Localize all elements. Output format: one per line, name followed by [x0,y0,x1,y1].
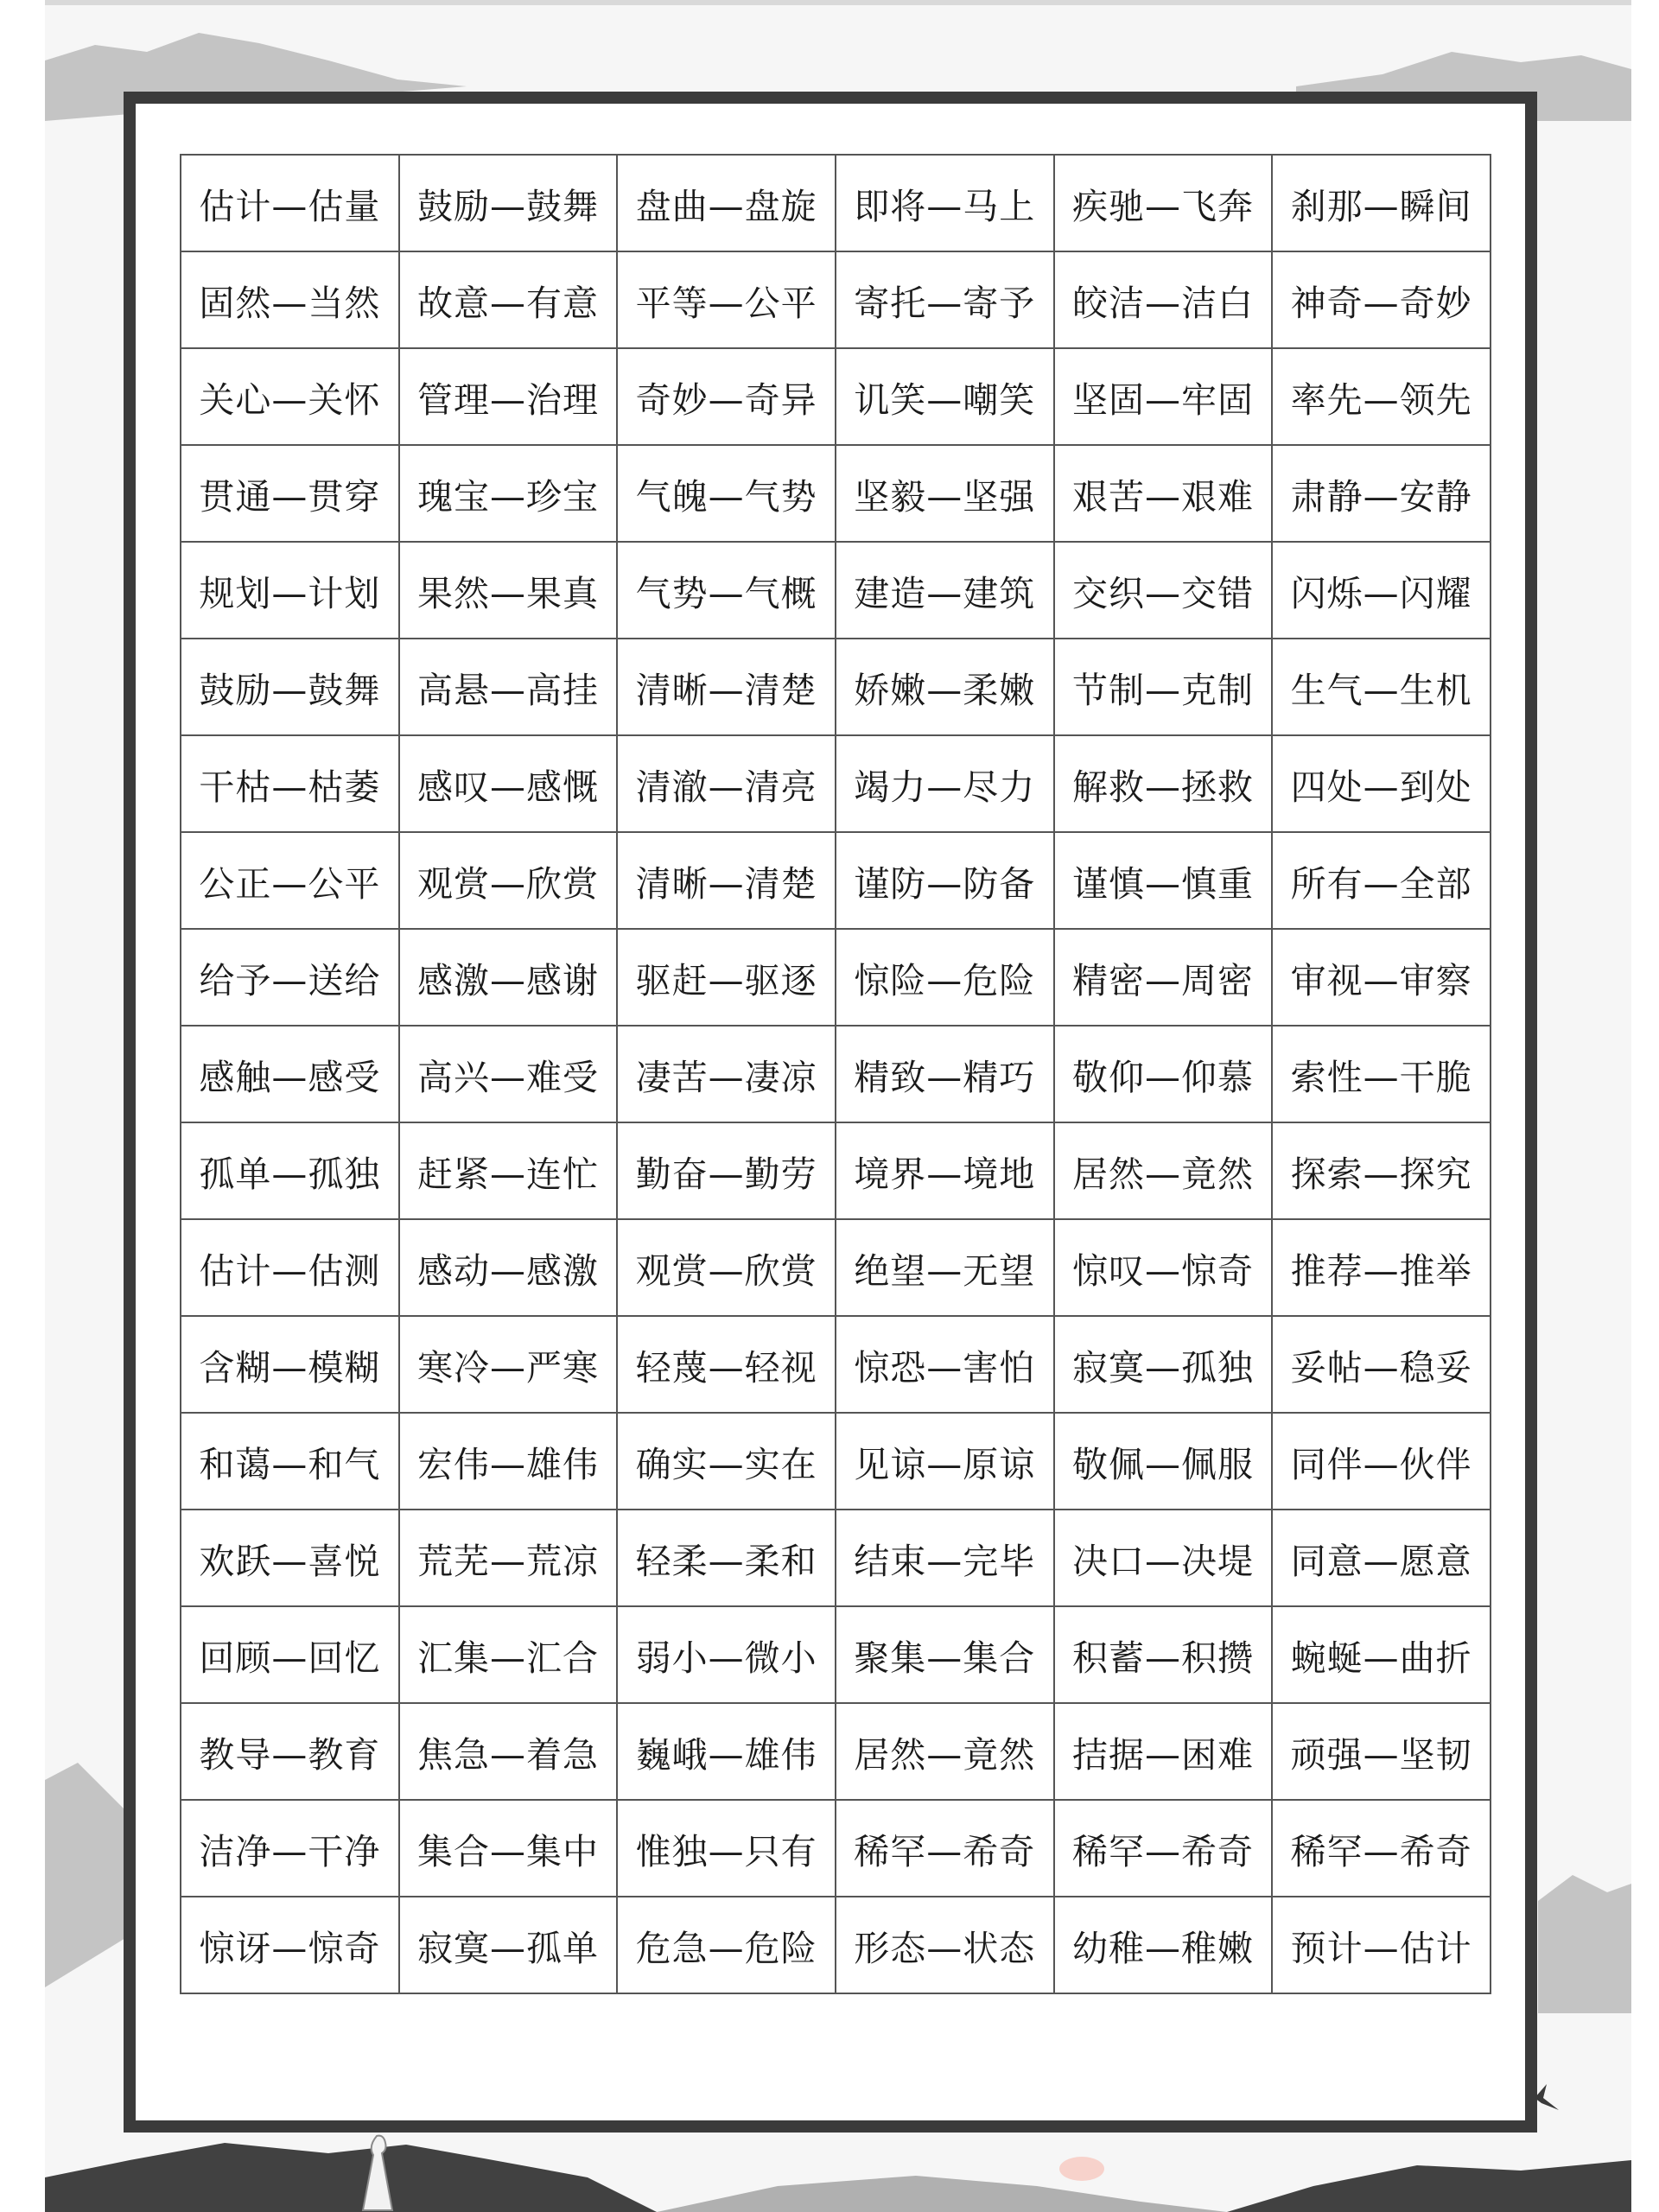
synonym-cell: 固然—当然 [181,251,399,348]
synonym-cell: 高悬—高挂 [399,639,618,735]
synonym-cell: 贯通—贯穿 [181,445,399,542]
synonym-cell: 建造—建筑 [836,542,1054,639]
synonym-cell: 果然—果真 [399,542,618,639]
synonym-cell: 坚毅—坚强 [836,445,1054,542]
synonym-cell: 惊恐—害怕 [836,1316,1054,1413]
synonym-cell: 干枯—枯萎 [181,735,399,832]
synonym-cell: 清晰—清楚 [617,832,836,929]
synonym-cell: 气魄—气势 [617,445,836,542]
synonym-cell: 决口—决堤 [1054,1510,1273,1606]
robed-figure-decoration [354,2134,406,2212]
synonym-cell: 寂寞—孤单 [399,1897,618,1993]
synonym-cell: 清澈—清亮 [617,735,836,832]
synonym-cell: 精密—周密 [1054,929,1273,1026]
synonym-cell: 给予—送给 [181,929,399,1026]
table-row [181,1122,1491,1219]
bottom-left-ridge [45,2143,657,2212]
synonym-cell: 轻蔑—轻视 [617,1316,836,1413]
synonym-cell: 管理—治理 [399,348,618,445]
synonym-cell: 估计—估测 [181,1219,399,1316]
synonym-cell: 惊险—危险 [836,929,1054,1026]
table-row [181,542,1491,639]
synonym-cell: 轻柔—柔和 [617,1510,836,1606]
table-row [181,1510,1491,1606]
table-row [181,1219,1491,1316]
synonym-cell: 公正—公平 [181,832,399,929]
synonym-cell: 居然—竟然 [1054,1122,1273,1219]
synonym-cell: 凄苦—凄凉 [617,1026,836,1122]
synonym-cell: 拮据—困难 [1054,1703,1273,1800]
synonym-cell: 含糊—模糊 [181,1316,399,1413]
table-row [181,251,1491,348]
synonym-cell: 规划—计划 [181,542,399,639]
table-row [181,639,1491,735]
synonym-cell: 稀罕—希奇 [836,1800,1054,1897]
synonym-cell: 关心—关怀 [181,348,399,445]
synonym-cell: 率先—领先 [1272,348,1491,445]
synonym-cell: 汇集—汇合 [399,1606,618,1703]
synonym-cell: 稀罕—希奇 [1054,1800,1273,1897]
synonym-cell: 欢跃—喜悦 [181,1510,399,1606]
synonym-cell: 探索—探究 [1272,1122,1491,1219]
synonym-cell: 讥笑—嘲笑 [836,348,1054,445]
synonym-cell: 荒芜—荒凉 [399,1510,618,1606]
synonym-cell: 观赏—欣赏 [399,832,618,929]
synonym-cell: 竭力—尽力 [836,735,1054,832]
synonym-cell: 巍峨—雄伟 [617,1703,836,1800]
table-row [181,1606,1491,1703]
synonym-cell: 清晰—清楚 [617,639,836,735]
synonym-cell: 疾驰—飞奔 [1054,155,1273,251]
synonym-cell: 境界—境地 [836,1122,1054,1219]
synonym-cell: 谨慎—慎重 [1054,832,1273,929]
table-row [181,1703,1491,1800]
synonym-cell: 寂寞—孤独 [1054,1316,1273,1413]
table-row [181,1316,1491,1413]
synonym-cell: 索性—干脆 [1272,1026,1491,1122]
synonym-cell: 形态—状态 [836,1897,1054,1993]
synonym-cell: 肃静—安静 [1272,445,1491,542]
table-row [181,832,1491,929]
synonym-cell: 闪烁—闪耀 [1272,542,1491,639]
table-row [181,1026,1491,1122]
table-row [181,348,1491,445]
synonym-cell: 回顾—回忆 [181,1606,399,1703]
synonym-cell: 瑰宝—珍宝 [399,445,618,542]
synonym-cell: 即将—马上 [836,155,1054,251]
synonym-cell: 解救—拯救 [1054,735,1273,832]
synonym-cell: 娇嫩—柔嫩 [836,639,1054,735]
synonym-cell: 聚集—集合 [836,1606,1054,1703]
table-row [181,1897,1491,1993]
table-row [181,445,1491,542]
table-row [181,1800,1491,1897]
synonym-cell: 高兴—难受 [399,1026,618,1122]
synonym-cell: 估计—估量 [181,155,399,251]
bottom-right-ridge [1227,2160,1631,2212]
synonym-cell: 感叹—感慨 [399,735,618,832]
synonym-cell: 惊叹—惊奇 [1054,1219,1273,1316]
synonym-cell: 审视—审察 [1272,929,1491,1026]
synonym-cell: 驱赶—驱逐 [617,929,836,1026]
synonym-cell: 绝望—无望 [836,1219,1054,1316]
right-mountain [1538,1875,1631,2013]
synonym-cell: 稀罕—希奇 [1272,1800,1491,1897]
synonym-cell: 鼓励—鼓舞 [399,155,618,251]
synonym-cell: 宏伟—雄伟 [399,1413,618,1510]
synonym-cell: 确实—实在 [617,1413,836,1510]
synonym-cell: 刹那—瞬间 [1272,155,1491,251]
synonym-cell: 感激—感谢 [399,929,618,1026]
synonym-cell: 艰苦—艰难 [1054,445,1273,542]
synonym-cell: 洁净—干净 [181,1800,399,1897]
synonym-cell: 顽强—坚韧 [1272,1703,1491,1800]
synonym-cell: 推荐—推举 [1272,1219,1491,1316]
blossom-decoration [1056,2153,1108,2184]
synonym-cell: 所有—全部 [1272,832,1491,929]
table-row [181,1413,1491,1510]
table-row [181,929,1491,1026]
synonym-cell: 教导—教育 [181,1703,399,1800]
synonym-cell: 弱小—微小 [617,1606,836,1703]
synonym-cell: 惟独—只有 [617,1800,836,1897]
synonym-cell: 皎洁—洁白 [1054,251,1273,348]
synonym-cell: 预计—估计 [1272,1897,1491,1993]
synonym-table [180,154,1491,1994]
synonym-cell: 居然—竟然 [836,1703,1054,1800]
synonym-cell: 积蓄—积攒 [1054,1606,1273,1703]
synonym-cell: 寄托—寄予 [836,251,1054,348]
synonym-cell: 同意—愿意 [1272,1510,1491,1606]
synonym-cell: 结束—完毕 [836,1510,1054,1606]
synonym-cell: 奇妙—奇异 [617,348,836,445]
synonym-cell: 神奇—奇妙 [1272,251,1491,348]
bottom-center-ridge [657,2176,1227,2212]
synonym-cell: 谨防—防备 [836,832,1054,929]
synonym-cell: 孤单—孤独 [181,1122,399,1219]
bird-decoration [1531,2081,1562,2115]
synonym-cell: 幼稚—稚嫩 [1054,1897,1273,1993]
synonym-cell: 勤奋—勤劳 [617,1122,836,1219]
synonym-cell: 观赏—欣赏 [617,1219,836,1316]
table-row [181,735,1491,832]
synonym-cell: 危急—危险 [617,1897,836,1993]
synonym-cell: 故意—有意 [399,251,618,348]
synonym-cell: 敬佩—佩服 [1054,1413,1273,1510]
synonym-cell: 精致—精巧 [836,1026,1054,1122]
synonym-cell: 焦急—着急 [399,1703,618,1800]
synonym-cell: 赶紧—连忙 [399,1122,618,1219]
synonym-cell: 平等—公平 [617,251,836,348]
synonym-cell: 坚固—牢固 [1054,348,1273,445]
synonym-cell: 见谅—原谅 [836,1413,1054,1510]
table-row [181,155,1491,251]
synonym-cell: 同伴—伙伴 [1272,1413,1491,1510]
synonym-cell: 气势—气概 [617,542,836,639]
synonym-cell: 感触—感受 [181,1026,399,1122]
synonym-cell: 交织—交错 [1054,542,1273,639]
synonym-cell: 敬仰—仰慕 [1054,1026,1273,1122]
synonym-cell: 集合—集中 [399,1800,618,1897]
synonym-cell: 四处—到处 [1272,735,1491,832]
synonym-cell: 蜿蜒—曲折 [1272,1606,1491,1703]
synonym-cell: 惊讶—惊奇 [181,1897,399,1993]
synonym-cell: 盘曲—盘旋 [617,155,836,251]
synonym-cell: 鼓励—鼓舞 [181,639,399,735]
synonym-cell: 生气—生机 [1272,639,1491,735]
synonym-cell: 妥帖—稳妥 [1272,1316,1491,1413]
synonym-cell: 和蔼—和气 [181,1413,399,1510]
synonym-cell: 感动—感激 [399,1219,618,1316]
synonym-cell: 节制—克制 [1054,639,1273,735]
synonym-cell: 寒冷—严寒 [399,1316,618,1413]
